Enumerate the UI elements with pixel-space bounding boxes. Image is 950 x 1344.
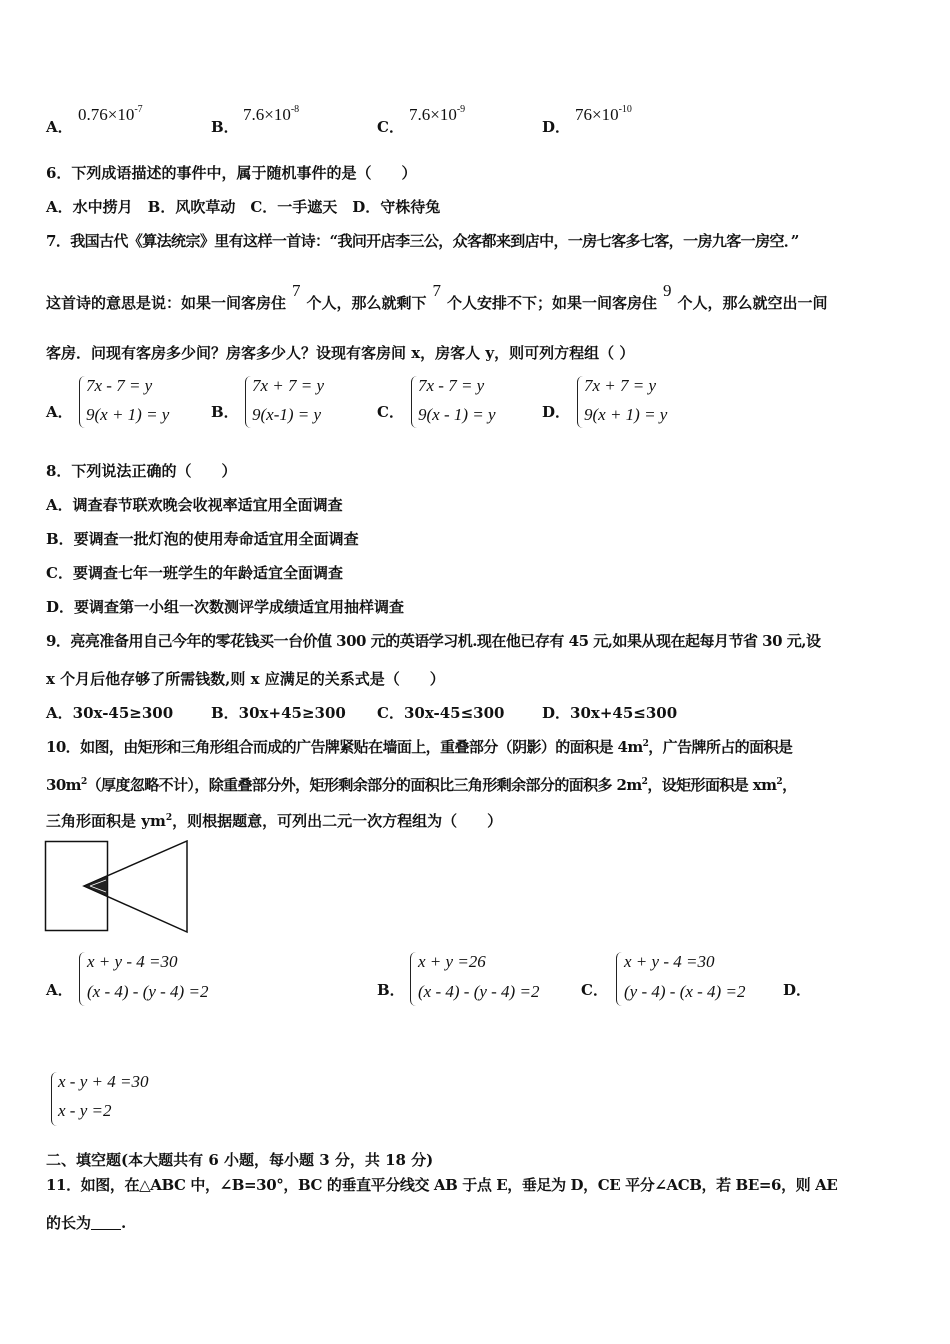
q7-option-b-eq1: 7x + 7 = y [252, 376, 325, 395]
q8-option-c: C．要调查七年一班学生的年龄适宜全面调查 [46, 564, 343, 582]
q7-option-d-label: D． [542, 403, 571, 421]
q5-option-c-value: $7.6\times 10^{-9}$ [409, 104, 466, 124]
q10-option-a-label: A． [46, 981, 73, 999]
q11-line2: 的长为 . [46, 1214, 127, 1232]
q10-figure [44, 840, 190, 934]
q7-option-c-eq1: 7x - 7 = y [418, 376, 485, 395]
q5-option-c-label: C． [377, 118, 404, 136]
q7-option-b-brace [245, 376, 252, 428]
q11-line1: 11．如图，在△ABC 中，∠B=30°，BC 的垂直平分线交 AB 于点 E，垂足为 D，CE 平分∠ACB，若 BE=6，则 AE [46, 1176, 838, 1194]
q9-option-b: B．30x+45≥300 [211, 704, 346, 722]
q9-option-a: A．30x-45≥300 [46, 704, 174, 722]
q10-option-c-eq2: (y - 4) - (x - 4) =2 [624, 982, 746, 1001]
q6-stem: 6．下列成语描述的事件中，属于随机事件的是（ ） [46, 164, 417, 182]
q10-option-c-brace [616, 952, 623, 1006]
q7-option-c-eq2: 9(x - 1) = y [418, 405, 496, 424]
q10-line2: $30m^2$（厚度忽略不计），除重叠部分外，矩形剩余部分的面积比三角形剩余部分的面积多 $2m^2$，设矩形面积是 $xm^2$， [46, 776, 797, 794]
q7-option-a-eq1: 7x - 7 = y [86, 376, 153, 395]
q5-option-b-label: B． [211, 118, 239, 136]
q9-line1: 9．亮亮准备用自己今年的零花钱买一台价值 300 元的英语学习机.现在他已存有 45 元,如果从现在起每月节省 30 元,设 [46, 632, 821, 650]
q7-option-a-brace [79, 376, 86, 428]
q7-option-c-brace [411, 376, 418, 428]
q5-option-a-value: $0.76\times 10^{-7}$ [78, 104, 143, 124]
q7-n7a: 7 [292, 281, 301, 300]
q10-overlap-shaded [84, 876, 108, 897]
q10-option-d-eq1: x - y + 4 =30 [58, 1072, 149, 1091]
q7-option-a-eq2: 9(x + 1) = y [86, 405, 170, 424]
q10-option-b-eq2: (x - 4) - (y - 4) =2 [418, 982, 540, 1001]
q6-options: A．水中捞月 B．风吹草动 C．一手遮天 D．守株待兔 [46, 198, 441, 216]
q10-line3: 三角形面积是 $ym^2$，则根据题意，可列出二元一次方程组为（ ） [46, 812, 503, 830]
q7-line3: 客房．问现有客房多少间？房客多少人？设现有客房间 x，房客人 y，则可列方程组（ ） [46, 344, 635, 362]
q7-option-d-eq1: 7x + 7 = y [584, 376, 657, 395]
q10-option-d-eq2: x - y =2 [58, 1101, 112, 1120]
q10-line1: 10．如图，由矩形和三角形组合而成的广告牌紧贴在墙面上，重叠部分（阴影）的面积是 $4m^2$，广告牌所占的面积是 [46, 738, 793, 756]
q5-option-d-value: $76\times 10^{-10}$ [575, 104, 632, 124]
q9-line2: x 个月后他存够了所需钱数,则 x 应满足的关系式是（ ） [46, 670, 445, 688]
q10-option-c-label: C． [581, 981, 608, 999]
q9-option-c: C．30x-45≤300 [377, 704, 505, 722]
q7-n9: 9 [663, 281, 672, 300]
q8-option-b: B．要调查一批灯泡的使用寿命适宜用全面调查 [46, 530, 359, 548]
q7-option-c-label: C． [377, 403, 404, 421]
q10-option-b-label: B． [377, 981, 405, 999]
q8-stem: 8．下列说法正确的（ ） [46, 462, 237, 480]
q10-option-d-brace [51, 1072, 58, 1126]
q10-option-b-eq1: x + y =26 [418, 952, 486, 971]
q7-line2: 这首诗的意思是说：如果一间客房住7个人，那么就剩下7个人安排不下；如果一间客房住9个人，那么就空出一间 [46, 281, 828, 312]
q8-option-a: A．调查春节联欢晚会收视率适宜用全面调查 [46, 496, 343, 514]
q7-option-b-eq2: 9(x-1) = y [252, 405, 322, 424]
q11-answer-blank[interactable] [91, 1215, 121, 1230]
q10-option-a-eq2: (x - 4) - (y - 4) =2 [87, 982, 209, 1001]
q7-option-a-label: A． [46, 403, 73, 421]
q5-option-b-value: $7.6\times 10^{-8}$ [243, 104, 300, 124]
q5-option-d-label: D． [542, 118, 571, 136]
q7-option-d-brace [577, 376, 584, 428]
q10-option-a-eq1: x + y - 4 =30 [87, 952, 178, 971]
q7-option-b-label: B． [211, 403, 239, 421]
q10-option-c-eq1: x + y - 4 =30 [624, 952, 715, 971]
q8-option-d: D．要调查第一小组一次数测评学成绩适宜用抽样调查 [46, 598, 405, 616]
q10-option-a-brace [79, 952, 86, 1006]
q5-option-a-label: A． [46, 118, 73, 136]
q10-option-b-brace [410, 952, 417, 1006]
q7-option-d-eq2: 9(x + 1) = y [584, 405, 668, 424]
section2-title: 二、填空题(本大题共有 6 小题，每小题 3 分，共 18 分) [46, 1151, 434, 1169]
q10-option-d-label: D． [783, 981, 812, 999]
q9-option-d: D．30x+45≤300 [542, 704, 678, 722]
q7-line1: 7．我国古代《算法统宗》里有这样一首诗：“我问开店李三公，众客都来到店中，一房七客多七客，一房九客一房空．” [46, 232, 799, 250]
q7-n7b: 7 [432, 281, 442, 300]
